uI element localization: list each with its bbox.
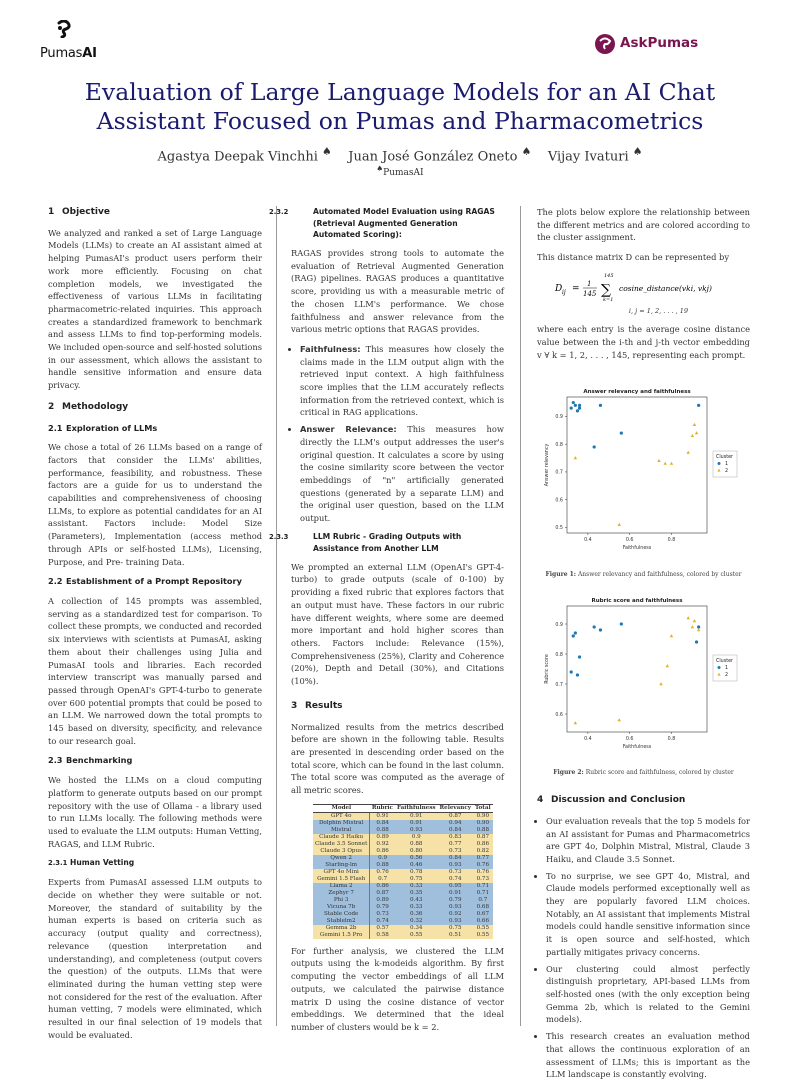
legend-entry: 2: [725, 469, 729, 475]
pumasai-logo-text: PumasAI: [40, 46, 97, 61]
scatter-chart-rubric: [537, 592, 750, 760]
table-cell: 0.34: [395, 925, 438, 932]
data-point-cluster-1: [572, 634, 575, 637]
section-2-3-1-text: Experts from PumasAI assessed LLM outputs to decide on whether they were suitable or not. Moreover, the standard of suitability by the human experts is based on criteria such as accuracy (output quality and correctness), relevance (question interpretation and understanding), and completeness (output covers the question) of the outputs. LLMs that were eliminated during the human vetting step were not considered for the rest of the evaluation. After human vetting, 7 models were eliminated, which resulted in our final selection of 19 models that would be evaluated.: [48, 877, 262, 1040]
title-line-1: Evaluation of Large Language Models for an AI Chat: [84, 78, 716, 106]
data-point-cluster-1: [620, 622, 623, 625]
author: Vijay Ivaturi: [547, 149, 629, 165]
table-row: [313, 834, 493, 841]
table-cell: 0.89: [370, 834, 395, 841]
author-mark: ♠: [322, 145, 332, 158]
askpumas-mark-icon: [594, 33, 616, 55]
table-header-row: [313, 804, 493, 812]
table-cell: 0.67: [473, 911, 493, 918]
plot-frame: [567, 606, 707, 732]
author: Juan José González Oneto: [348, 149, 518, 165]
section-heading: 4 Discussion and Conclusion: [537, 795, 686, 806]
subsubsection-heading: 2.3.1 Human Vetting: [48, 858, 135, 868]
table-cell: 0.7: [370, 876, 395, 883]
subsection-heading: 2.3 Benchmarking: [48, 755, 133, 766]
askpumas-logo: [594, 33, 764, 55]
table-cell: 0.88: [473, 827, 493, 834]
figure-1: [537, 383, 750, 581]
table-cell: 0.95: [438, 883, 474, 890]
legend-title: Cluster: [716, 455, 734, 461]
table-cell: 0.73: [370, 911, 395, 918]
affiliation: [40, 164, 760, 178]
table-cell: 0.76: [473, 869, 493, 876]
distance-explain-text: where each entry is the average cosine distance value between the i-th and j-th vector embedding v ∀ k = 1, 2, . . . , 145, representing each prompt.: [537, 324, 750, 360]
table-header-cell: Total: [475, 804, 491, 811]
paper-title: [40, 78, 760, 136]
table-cell: 0.74: [370, 918, 395, 925]
table-cell: 0.87: [438, 812, 474, 820]
author-mark: ♠: [632, 145, 643, 158]
data-point-cluster-1: [570, 670, 573, 673]
data-point-cluster-1: [695, 640, 698, 643]
table-cell: 0.79: [438, 897, 474, 904]
table-cell: Dolphin Mistral: [313, 820, 370, 827]
table-cell: Claude 3.5 Sonnet: [313, 841, 370, 848]
x-tick-label: 0.8: [667, 736, 676, 742]
table-row: [313, 911, 493, 918]
table-row: [313, 890, 493, 897]
eq-sum-top: 145: [603, 272, 614, 279]
table-cell: 0.83: [438, 834, 474, 841]
table-cell: Starling-lm: [313, 862, 370, 869]
data-point-cluster-1: [574, 631, 577, 634]
y-tick-label: 0.9: [555, 415, 563, 421]
distance-matrix-text: This distance matrix D can be represented by: [537, 252, 730, 263]
data-point-cluster-1: [578, 407, 581, 410]
eq-lhs: D: [554, 283, 562, 294]
table-cell: 0.68: [473, 904, 493, 911]
column-divider: [520, 206, 521, 1026]
y-tick-label: 0.8: [555, 652, 563, 658]
author-list: [40, 145, 760, 164]
y-axis-label: Answer relevancy: [545, 444, 550, 487]
eq-frac-den: 145: [582, 289, 596, 298]
table-cell: 0.55: [473, 925, 493, 932]
affiliation-name: PumasAI: [383, 168, 424, 178]
table-cell: 0.43: [395, 897, 438, 904]
table-cell: Stable Code: [313, 911, 370, 918]
x-tick-label: 0.4: [584, 538, 592, 544]
section-2-1-text: We chose a total of 26 LLMs based on a range of factors that consider the LLMs' abilities, performance, feasibility, and robustness. These factors are a guide for us to understand the capabilities and comprehensiveness of choosing LLMs, to explore as potential candidates for an AI assistant. Factors include: Model Size (Parameters), Implementation (access method through APIs or self-hosted LLMs), Licensing, Purpose, and Pre- training Data.: [48, 442, 262, 567]
figure-2: [537, 592, 750, 780]
table-row: [313, 862, 493, 869]
results-table: [313, 804, 493, 939]
table-cell: 0.76: [473, 862, 493, 869]
table-cell: 0.94: [438, 820, 474, 827]
table-cell: 0.86: [370, 848, 395, 855]
data-point-cluster-1: [570, 407, 573, 410]
table-cell: 0.46: [395, 862, 438, 869]
table-body: [313, 812, 493, 939]
table-row: [313, 848, 493, 855]
list-item: • Our clustering could almost perfectly distinguish proprietary, API-based LLMs from self-hosted ones (with the only exception being Gemma 2b, which is related to the Gemini models).: [546, 963, 750, 1027]
column-3: [537, 206, 750, 1087]
author-mark: ♠: [521, 145, 532, 158]
data-point-cluster-1: [578, 655, 581, 658]
table-cell: 0.9: [370, 855, 395, 862]
section-heading: 3 Results: [291, 700, 343, 711]
column-1: [48, 206, 262, 1048]
table-cell: 0.91: [370, 812, 395, 820]
figure-2-caption: Figure 2: Rubric score and faithfulness, colored by cluster: [553, 769, 734, 777]
table-cell: 0.91: [395, 820, 438, 827]
table-row: [313, 883, 493, 890]
y-tick-label: 0.7: [555, 471, 563, 477]
table-row: [313, 827, 493, 834]
y-tick-label: 0.5: [555, 526, 563, 532]
table-cell: 0.89: [370, 897, 395, 904]
data-point-cluster-1: [593, 446, 596, 449]
x-tick-label: 0.8: [667, 538, 676, 544]
table-cell: 0.56: [395, 855, 438, 862]
table-cell: 0.51: [438, 932, 474, 939]
table-cell: 0.92: [438, 911, 474, 918]
table-cell: Zephyr 7: [313, 890, 370, 897]
table-cell: 0.78: [395, 869, 438, 876]
table-row: [313, 855, 493, 862]
equation-graphic: [539, 271, 749, 305]
table-cell: 0.88: [395, 841, 438, 848]
affiliation-mark: ♠: [376, 164, 384, 173]
table-cell: 0.55: [395, 932, 438, 939]
y-axis-label: Rubric score: [545, 653, 550, 684]
table-row: [313, 925, 493, 932]
table-cell: 0.91: [395, 812, 438, 820]
table-row: [313, 904, 493, 911]
table-cell: 0.80: [395, 848, 438, 855]
legend-marker: [718, 666, 721, 669]
table-cell: 0.71: [473, 883, 493, 890]
table-cell: Vicuna 7b: [313, 904, 370, 911]
plot-frame: [567, 397, 707, 533]
table-cell: 0.35: [395, 890, 438, 897]
svg-text:=: =: [571, 283, 580, 294]
section-heading: 1 Objective: [48, 207, 110, 217]
table-cell: 0.74: [438, 876, 474, 883]
eq-body: cosine_distance(vki, vkj): [618, 283, 712, 293]
table-cell: Gemini 1.5 Flash: [313, 876, 370, 883]
distance-equation: [537, 271, 750, 317]
table-cell: 0.55: [473, 932, 493, 939]
table-cell: 0.87: [473, 834, 493, 841]
plots-intro-text: The plots below explore the relationship between the different metrics and are colored according to the cluster assignment.: [537, 207, 750, 243]
list-item: • Our evaluation reveals that the top 5 models for an AI assistant for Pumas and Pharmacometrics are GPT 4o, Dolphin Mistral, Mistral, Claude 3 Haiku, and Claude 3.5 Sonnet.: [546, 815, 750, 866]
table-cell: Phi 3: [313, 897, 370, 904]
subsection-heading: 2.2 Establishment of a Prompt Repository: [48, 576, 242, 587]
table-cell: 0.73: [438, 869, 474, 876]
author: Agastya Deepak Vinchhi: [157, 149, 318, 165]
table-cell: 0.76: [370, 869, 395, 876]
eq-sub: ij: [561, 288, 566, 296]
table-cell: 0.33: [395, 883, 438, 890]
table-cell: Gemma 2b: [313, 925, 370, 932]
table-cell: Stablelm2: [313, 918, 370, 925]
table-cell: 0.71: [473, 890, 493, 897]
table-row: [313, 876, 493, 883]
data-point-cluster-1: [576, 673, 579, 676]
table-cell: 0.77: [473, 855, 493, 862]
y-tick-label: 0.7: [555, 682, 563, 688]
table-row: [313, 897, 493, 904]
table-cell: 0.75: [438, 925, 474, 932]
table-cell: 0.79: [370, 904, 395, 911]
data-point-cluster-1: [578, 404, 581, 407]
table-cell: GPT 4o: [313, 812, 370, 820]
table-cell: 0.87: [370, 890, 395, 897]
table-cell: Claude 3 Opus: [313, 848, 370, 855]
x-tick-label: 0.6: [625, 736, 634, 742]
table-header-cell: Relevancy: [439, 804, 472, 811]
table-cell: 0.93: [438, 862, 474, 869]
askpumas-logo-text: AskPumas: [620, 35, 699, 51]
table-cell: 0.84: [438, 855, 474, 862]
x-tick-label: 0.4: [584, 736, 592, 742]
clustering-text: For further analysis, we clustered the LLM outputs using the k-modeids algorithm. By first computing the vector embeddings of all LLM outputs, we calculated the pairwise distance matrix D using the cosine distance of vector embeddings. We determined that the ideal number of clusters would be k = 2.: [291, 945, 504, 1032]
section-2-2-text: A collection of 145 prompts was assembled, serving as a standardized test for comparison. To collect these prompts, we conducted and recorded six interviews with scientists at PumasAI, asking them about their challenges using Julia and PumasAI tools and libraries. Each recorded interview transcript was manually parsed and passed through OpenAI's GPT-4-turbo to generate over 600 potential prompts that could be posed to an LLM. We narrowed down the total prompts to 145 based on diversity, specificity, and relevance to our research goal.: [48, 595, 262, 746]
table-cell: 0.66: [473, 918, 493, 925]
table-cell: 0.90: [473, 820, 493, 827]
y-tick-label: 0.9: [555, 622, 563, 628]
table-cell: 0.73: [438, 848, 474, 855]
table-cell: 0.36: [395, 911, 438, 918]
table-cell: 0.33: [395, 904, 438, 911]
table-cell: 0.86: [370, 883, 395, 890]
table-cell: Mistral: [313, 827, 370, 834]
table-cell: 0.75: [395, 876, 438, 883]
section-2-3-2-text: RAGAS provides strong tools to automate the evaluation of Retrieval Augmented Generation (RAG) pipelines. RAGAS produces a quantitative score, providing us with a measurable metric of the chosen LLM's performance. We chose faithfulness and answer relevance from the various metric options that RAGAS provides.: [291, 248, 504, 335]
table-cell: 0.57: [370, 925, 395, 932]
table-cell: 0.9: [395, 834, 438, 841]
scatter-chart-relevancy: [537, 383, 750, 561]
data-point-cluster-1: [599, 404, 602, 407]
table-row: [313, 932, 493, 939]
table-cell: 0.93: [438, 918, 474, 925]
results-text: Normalized results from the metrics described before are shown in the following table. Results are presented in descending order based on the total score, which can be found in the last column. The total score was computed as the average of all metric scores.: [291, 721, 504, 796]
table-cell: 0.92: [370, 841, 395, 848]
table-row: [313, 869, 493, 876]
data-point-cluster-1: [599, 628, 602, 631]
table-row: [313, 918, 493, 925]
objective-text: We analyzed and ranked a set of Large Language Models (LLMs) to create an AI assistant aimed at helping PumasAI's product users perform their work more efficiently. Focusing on chat completion models, we investigated the effectiveness of various LLMs in facilitating pharmacometric-related inquiries. This approach creates a standardized framework to benchmark and assess LLMs to find top-performing models. We included open-source and self-hosted solutions in our assessment, which allows the assistant to handle sensitive information and ensure data privacy.: [48, 227, 262, 391]
table-header-cell: Faithfulness: [396, 804, 436, 811]
table-cell: 0.77: [438, 841, 474, 848]
data-point-cluster-1: [593, 625, 596, 628]
data-point-cluster-1: [620, 432, 623, 435]
y-tick-label: 0.6: [555, 498, 563, 504]
list-item: • This research creates an evaluation method that allows the continuous exploration of an assessment of LLMs; this is important as the LLM landscape is constantly evolving.: [546, 1030, 750, 1081]
section-2-3-3-text: We prompted an external LLM (OpenAI's GPT-4-turbo) to grade outputs (scale of 0-100) by providing a fixed rubric that explores factors that an output must have. These factors in our rubric have different weights, where some are deemed more important and hold higher scores than others. Factors include: Relevance (15%), Comprehensiveness (25%), Clarity and Coherence (20%), Depth and Detail (30%), and Citations (10%).: [291, 561, 504, 687]
table-cell: 0.84: [370, 820, 395, 827]
table-cell: 0.93: [395, 827, 438, 834]
figure-1-caption: Figure 1: Answer relevancy and faithfulness, colored by cluster: [545, 571, 742, 579]
eq-sum-bot: k=1: [602, 296, 613, 303]
x-axis-label: Faithfulness: [622, 744, 652, 750]
y-tick-label: 0.6: [555, 712, 563, 718]
data-point-cluster-1: [576, 410, 579, 413]
table-cell: 0.86: [473, 841, 493, 848]
legend-marker: [718, 462, 721, 465]
column-2: [269, 206, 504, 1041]
table-cell: 0.58: [370, 932, 395, 939]
pumasai-logo: [40, 20, 110, 60]
table-row: [313, 841, 493, 848]
eq-frac-num: 1: [586, 279, 591, 288]
table-header-cell: Model: [313, 804, 370, 812]
discussion-list: [537, 815, 750, 1081]
chart-title: Answer relevancy and faithfulness: [583, 389, 691, 396]
data-point-cluster-1: [572, 401, 575, 404]
y-tick-label: 0.8: [555, 443, 563, 449]
table-cell: 0.91: [438, 890, 474, 897]
section-2-3-text: We hosted the LLMs on a cloud computing platform to generate outputs based on our prompt repository with the use of Ollama - a library used to run LLMs locally. The following methods were used to evaluate the LLM outputs: Human Vetting, RAGAS, and LLM Rubric.: [48, 775, 262, 849]
table-cell: 0.88: [370, 862, 395, 869]
table-cell: 0.7: [473, 897, 493, 904]
column-divider: [276, 206, 277, 1026]
table-row: [313, 820, 493, 827]
subsection-heading: 2.1 Exploration of LLMs: [48, 422, 158, 433]
table-cell: Claude 3 Haiku: [313, 834, 370, 841]
subsubsection-heading: 2.3.2 Automated Model Evaluation using RAGAS (Retrieval Augmented Generation Automated Scoring):: [269, 207, 495, 239]
table-cell: GPT 4o Mini: [313, 869, 370, 876]
table-header-cell: Rubric: [371, 804, 393, 811]
legend-entry: 1: [725, 462, 729, 468]
table-cell: 0.90: [473, 812, 493, 820]
pumasai-mark-icon: [56, 20, 72, 38]
table-cell: 0.32: [395, 918, 438, 925]
x-axis-label: Faithfulness: [622, 546, 652, 552]
table-cell: Gemini 1.5 Pro: [313, 932, 370, 939]
legend-entry: 2: [725, 672, 729, 678]
eq-range: i, j = 1, 2, . . . , 19: [628, 306, 689, 315]
table-cell: 0.88: [370, 827, 395, 834]
chart-title: Rubric score and faithfulness: [591, 597, 683, 604]
data-point-cluster-1: [697, 404, 700, 407]
table-cell: 0.82: [473, 848, 493, 855]
list-item: • Faithfulness: This measures how closely the claims made in the LLM output align with the retrieved input context. A high faithfulness score implies that the LLM accurately reflects information from the retrieved context, which is critical in RAG applications.: [300, 343, 504, 419]
list-item: • To no surprise, we see GPT 4o, Mistral, and Claude models performed exceptionally well as they are popularly favored LLM choices. Notably, an AI assistant that implements Mistral models could handle sensitive information since it is open source and self-hosted, which partially mitigates privacy concerns.: [546, 870, 750, 959]
subsubsection-heading: 2.3.3 LLM Rubric - Grading Outputs with Assistance from Another LLM: [269, 531, 462, 553]
table-cell: Qwen 2: [313, 855, 370, 862]
table-cell: 0.84: [438, 827, 474, 834]
legend-title: Cluster: [716, 658, 734, 664]
title-line-2: Assistant Focused on Pumas and Pharmacometrics: [96, 107, 704, 135]
list-item: • Answer Relevance: This measures how directly the LLM's output addresses the user's original question. It calculates a score by using the cosine similarity score between the vector embeddings of "n" artificially generated questions (generated by a separate LLM) and the original user question, based on the LLM output.: [300, 423, 504, 525]
table-cell: 0.93: [438, 904, 474, 911]
table-row: [313, 812, 493, 820]
table-cell: 0.73: [473, 876, 493, 883]
ragas-metric-list: [291, 343, 504, 525]
data-point-cluster-1: [574, 404, 577, 407]
table-cell: Llama 2: [313, 883, 370, 890]
svg-text:∑: ∑: [600, 281, 611, 298]
section-heading: 2 Methodology: [48, 401, 129, 412]
legend-entry: 1: [725, 665, 729, 671]
x-tick-label: 0.6: [625, 538, 634, 544]
